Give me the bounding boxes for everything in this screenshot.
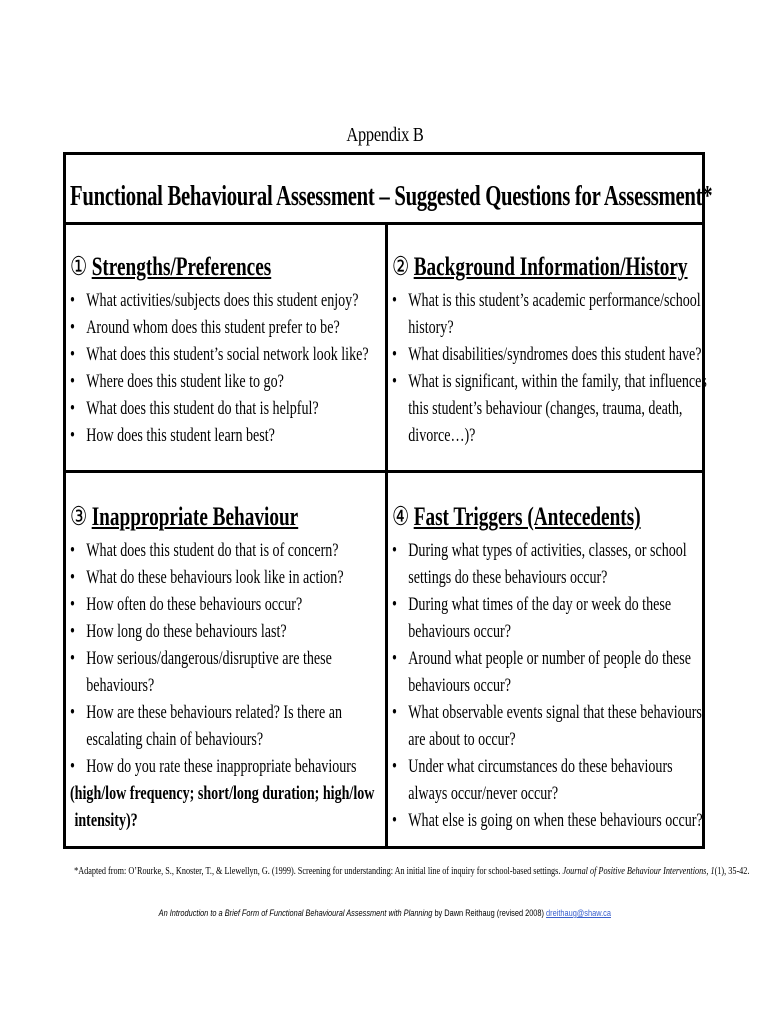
question-text: What does this student’s social network look like? — [86, 344, 369, 365]
section-heading — [392, 502, 641, 537]
credit-line — [0, 908, 770, 918]
assessment-table — [63, 152, 713, 849]
footnote-citation: *Adapted from: O’Rourke, S., Knoster, T., & Llewellyn, G. (1999). Screening for understanding: An initial line of inquiry for school-based settings. — [74, 866, 563, 877]
column-divider — [385, 222, 388, 849]
question-text: How often do these behaviours occur? — [86, 594, 303, 615]
question-text: What do these behaviours look like in action? — [86, 567, 344, 588]
question-text: What activities/subjects does this student enjoy? — [86, 290, 359, 311]
question-item — [392, 341, 703, 368]
bullet-icon: • — [70, 594, 75, 615]
section-background — [392, 253, 707, 449]
question-item — [70, 287, 381, 314]
question-continuation — [70, 807, 385, 834]
bullet-icon: • — [70, 371, 75, 392]
page-title: Functional Behavioural Assessment – Suggested Questions for Assessment* — [70, 181, 713, 212]
bullet-icon: • — [70, 621, 75, 642]
question-item — [70, 314, 381, 341]
question-item — [70, 618, 381, 645]
question-text: settings do these behaviours occur? — [408, 567, 608, 588]
bullet-icon: • — [70, 648, 75, 669]
bullet-icon: • — [70, 425, 75, 446]
question-text: How do you rate these inappropriate behaviours — [86, 756, 357, 777]
question-list — [392, 287, 707, 449]
bullet-icon: • — [70, 317, 75, 338]
bullet-icon: • — [392, 810, 397, 831]
appendix-label: Appendix B — [346, 124, 424, 146]
question-text: What does this student do that is of concern? — [86, 540, 339, 561]
section-inappropriate-behaviour — [70, 503, 385, 834]
credit-title: An Introduction to a Brief Form of Functional Behavioural Assessment with Planning — [158, 908, 433, 918]
bullet-icon: • — [70, 540, 75, 561]
question-text: always occur/never occur? — [408, 783, 559, 804]
bullet-icon: • — [392, 594, 397, 615]
footnote-issue: (1), 35-42. — [714, 866, 750, 877]
question-text: How long do these behaviours last? — [86, 621, 287, 642]
question-continuation — [392, 564, 719, 591]
question-text: How are these behaviours related? Is there an — [86, 702, 342, 723]
question-text: are about to occur? — [408, 729, 516, 750]
question-text: What observable events signal that these behaviours — [408, 702, 702, 723]
question-text: During what times of the day or week do these — [408, 594, 672, 615]
question-text: intensity)? — [74, 810, 138, 831]
circled-number-2: ② — [392, 252, 410, 281]
question-text: Around whom does this student prefer to be? — [86, 317, 340, 338]
bullet-icon: • — [70, 567, 75, 588]
question-text: Under what circumstances do these behaviours — [408, 756, 673, 777]
section-heading — [70, 503, 303, 537]
question-continuation — [70, 726, 397, 753]
bullet-icon: • — [392, 344, 397, 365]
circled-number-3: ③ — [70, 502, 88, 531]
bullet-icon: • — [70, 398, 75, 419]
question-text: How does this student learn best? — [86, 425, 275, 446]
question-text: escalating chain of behaviours? — [86, 729, 264, 750]
section-title: Inappropriate Behaviour — [91, 502, 299, 531]
question-text: How serious/dangerous/disruptive are these — [86, 648, 332, 669]
question-item — [70, 368, 381, 395]
question-text: During what types of activities, classes, or school — [408, 540, 687, 561]
question-item — [392, 287, 703, 314]
question-text: Where does this student like to go? — [86, 371, 284, 392]
question-continuation — [392, 726, 719, 753]
row-divider — [66, 470, 702, 473]
question-item — [392, 645, 703, 672]
question-item — [70, 564, 381, 591]
question-continuation — [392, 618, 719, 645]
question-text: behaviours occur? — [408, 621, 511, 642]
question-list — [70, 287, 385, 449]
circled-number-4: ④ — [392, 502, 410, 531]
bullet-icon: • — [392, 371, 397, 392]
question-text: (high/low frequency; short/long duration; high/low — [70, 783, 375, 804]
question-item — [392, 591, 703, 618]
question-item — [70, 341, 381, 368]
bullet-icon: • — [392, 702, 397, 723]
bullet-icon: • — [392, 290, 397, 311]
bullet-icon: • — [70, 756, 75, 777]
question-list — [70, 537, 385, 834]
question-continuation — [70, 672, 397, 699]
footnote — [0, 866, 770, 877]
section-heading — [392, 252, 688, 287]
question-item — [392, 368, 707, 395]
question-text: What disabilities/syndromes does this student have? — [408, 344, 702, 365]
bullet-icon: • — [70, 290, 75, 311]
section-fast-triggers — [392, 503, 707, 834]
question-text: What does this student do that is helpful? — [86, 398, 319, 419]
question-item — [392, 699, 703, 726]
question-item — [392, 807, 703, 834]
question-item — [70, 537, 381, 564]
question-item — [70, 753, 381, 780]
bullet-icon: • — [70, 702, 75, 723]
question-item — [70, 645, 381, 672]
question-text: behaviours occur? — [408, 675, 511, 696]
question-text: history? — [408, 317, 454, 338]
question-item — [70, 422, 381, 449]
email-link[interactable]: dreithaug@shaw.ca — [546, 908, 612, 918]
question-continuation — [392, 422, 719, 449]
section-title: Fast Triggers (Antecedents) — [413, 502, 641, 531]
question-item — [70, 699, 381, 726]
question-item — [70, 395, 381, 422]
question-item — [70, 591, 381, 618]
bullet-icon: • — [392, 756, 397, 777]
title-row — [66, 155, 713, 225]
bullet-icon: • — [392, 648, 397, 669]
question-text: behaviours? — [86, 675, 155, 696]
question-item — [392, 537, 703, 564]
question-continuation — [392, 672, 719, 699]
question-text: Around what people or number of people do these — [408, 648, 691, 669]
credit-author: by Dawn Reithaug (revised 2008) — [432, 908, 547, 918]
section-title: Strengths/Preferences — [91, 252, 272, 281]
question-text: What is this student’s academic performance/school — [408, 290, 701, 311]
section-title: Background Information/History — [413, 252, 688, 281]
question-item — [392, 753, 703, 780]
question-text: What is significant, within the family, that influences — [408, 371, 707, 392]
question-continuation — [392, 314, 719, 341]
question-text: What else is going on when these behaviours occur? — [408, 810, 703, 831]
section-heading — [70, 253, 303, 287]
question-continuation — [392, 780, 719, 807]
question-continuation — [392, 395, 719, 422]
bullet-icon: • — [70, 344, 75, 365]
footnote-journal: Journal of Positive Behaviour Interventions, 1 — [562, 866, 715, 877]
section-strengths — [70, 253, 385, 449]
circled-number-1: ① — [70, 252, 88, 281]
question-continuation — [70, 780, 381, 807]
question-list — [392, 537, 707, 834]
question-text: divorce…)? — [408, 425, 476, 446]
question-text: this student’s behaviour (changes, trauma, death, — [408, 398, 683, 419]
bullet-icon: • — [392, 540, 397, 561]
